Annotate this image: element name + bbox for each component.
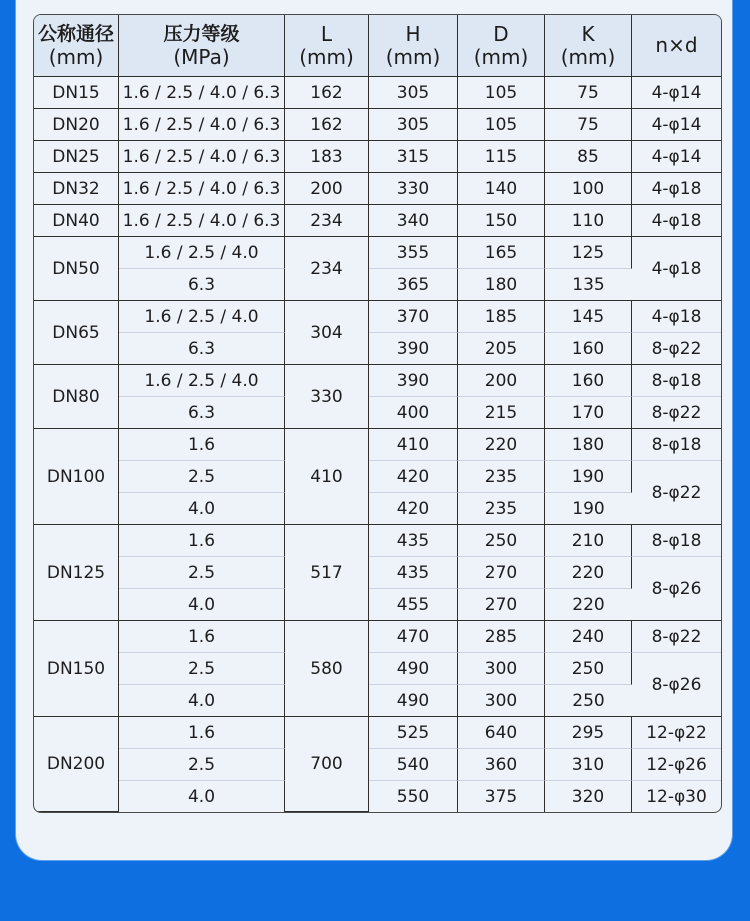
spec-table <box>33 14 722 813</box>
cell-d: 270 <box>458 589 545 621</box>
cell-pressure: 1.6 <box>119 621 285 653</box>
cell-bolt-holes: 8-φ22 <box>632 333 721 365</box>
cell-d: 205 <box>458 333 545 365</box>
cell-h: 400 <box>369 397 458 429</box>
cell-k: 190 <box>545 493 632 525</box>
cell-h: 370 <box>369 301 458 333</box>
cell-h: 420 <box>369 461 458 493</box>
cell-h: 365 <box>369 269 458 301</box>
cell-d: 250 <box>458 525 545 557</box>
table-row <box>34 205 721 237</box>
cell-pressure: 6.3 <box>119 269 285 301</box>
header-k: K (mm) <box>545 15 632 77</box>
cell-h: 410 <box>369 429 458 461</box>
cell-bolt-holes: 4-φ18 <box>632 173 721 205</box>
cell-h: 305 <box>369 109 458 141</box>
table-row <box>34 173 721 205</box>
cell-nominal-diameter: DN50 <box>34 237 119 301</box>
cell-pressure: 6.3 <box>119 397 285 429</box>
table-row <box>34 589 721 621</box>
cell-k: 250 <box>545 653 632 685</box>
cell-bolt-holes: 4-φ14 <box>632 109 721 141</box>
cell-k: 135 <box>545 269 632 301</box>
cell-d: 180 <box>458 269 545 301</box>
table-row <box>34 557 721 589</box>
table-row <box>34 77 721 109</box>
cell-k: 100 <box>545 173 632 205</box>
table-row <box>34 749 721 781</box>
cell-k: 220 <box>545 557 632 589</box>
table-row <box>34 333 721 365</box>
cell-h: 390 <box>369 333 458 365</box>
cell-bolt-holes: 12-φ22 <box>632 717 721 749</box>
cell-l: 700 <box>285 717 369 812</box>
cell-l: 200 <box>285 173 369 205</box>
cell-pressure: 2.5 <box>119 749 285 781</box>
cell-d: 640 <box>458 717 545 749</box>
cell-nominal-diameter: DN25 <box>34 141 119 173</box>
cell-d: 270 <box>458 557 545 589</box>
cell-pressure: 4.0 <box>119 493 285 525</box>
cell-d: 300 <box>458 685 545 717</box>
cell-bolt-holes: 8-φ22 <box>632 621 721 653</box>
cell-k: 75 <box>545 77 632 109</box>
cell-k: 210 <box>545 525 632 557</box>
cell-pressure: 1.6 / 2.5 / 4.0 / 6.3 <box>119 173 285 205</box>
cell-k: 125 <box>545 237 632 269</box>
cell-d: 235 <box>458 461 545 493</box>
cell-k: 190 <box>545 461 632 493</box>
header-row <box>34 15 721 77</box>
cell-pressure: 4.0 <box>119 685 285 717</box>
cell-h: 340 <box>369 205 458 237</box>
cell-h: 550 <box>369 781 458 812</box>
header-l: L (mm) <box>285 15 369 77</box>
cell-k: 85 <box>545 141 632 173</box>
table-row <box>34 781 721 812</box>
cell-bolt-holes: 8-φ26 <box>632 557 721 621</box>
cell-bolt-holes: 8-φ18 <box>632 365 721 397</box>
cell-d: 105 <box>458 77 545 109</box>
header-bolt-holes: n×d <box>632 15 721 77</box>
cell-pressure: 2.5 <box>119 653 285 685</box>
cell-pressure: 4.0 <box>119 589 285 621</box>
table-row <box>34 621 721 653</box>
header-h: H (mm) <box>369 15 458 77</box>
cell-h: 355 <box>369 237 458 269</box>
cell-bolt-holes: 8-φ18 <box>632 525 721 557</box>
cell-pressure: 2.5 <box>119 557 285 589</box>
cell-d: 150 <box>458 205 545 237</box>
cell-pressure: 1.6 <box>119 525 285 557</box>
cell-pressure: 1.6 <box>119 717 285 749</box>
cell-pressure: 1.6 / 2.5 / 4.0 <box>119 301 285 333</box>
table-row <box>34 109 721 141</box>
cell-nominal-diameter: DN200 <box>34 717 119 812</box>
cell-h: 540 <box>369 749 458 781</box>
cell-k: 250 <box>545 685 632 717</box>
cell-k: 110 <box>545 205 632 237</box>
cell-pressure: 1.6 / 2.5 / 4.0 / 6.3 <box>119 109 285 141</box>
cell-l: 234 <box>285 237 369 301</box>
header-nominal-diameter: 公称通径 (mm) <box>34 15 119 77</box>
cell-pressure: 1.6 / 2.5 / 4.0 <box>119 237 285 269</box>
cell-d: 200 <box>458 365 545 397</box>
cell-d: 285 <box>458 621 545 653</box>
cell-h: 435 <box>369 557 458 589</box>
cell-pressure: 2.5 <box>119 461 285 493</box>
cell-d: 115 <box>458 141 545 173</box>
cell-nominal-diameter: DN125 <box>34 525 119 621</box>
table-row <box>34 269 721 301</box>
cell-pressure: 1.6 <box>119 429 285 461</box>
table-header <box>34 15 721 77</box>
cell-l: 234 <box>285 205 369 237</box>
cell-k: 160 <box>545 333 632 365</box>
cell-h: 315 <box>369 141 458 173</box>
cell-d: 105 <box>458 109 545 141</box>
cell-bolt-holes: 4-φ14 <box>632 141 721 173</box>
cell-k: 220 <box>545 589 632 621</box>
table-row <box>34 365 721 397</box>
cell-h: 490 <box>369 653 458 685</box>
cell-k: 75 <box>545 109 632 141</box>
cell-k: 160 <box>545 365 632 397</box>
cell-nominal-diameter: DN15 <box>34 77 119 109</box>
cell-h: 470 <box>369 621 458 653</box>
cell-d: 235 <box>458 493 545 525</box>
cell-k: 180 <box>545 429 632 461</box>
cell-d: 360 <box>458 749 545 781</box>
table-row <box>34 237 721 269</box>
table-row <box>34 653 721 685</box>
cell-h: 435 <box>369 525 458 557</box>
cell-d: 140 <box>458 173 545 205</box>
cell-k: 145 <box>545 301 632 333</box>
cell-k: 320 <box>545 781 632 812</box>
cell-bolt-holes: 4-φ18 <box>632 301 721 333</box>
cell-h: 490 <box>369 685 458 717</box>
table-row <box>34 397 721 429</box>
cell-d: 185 <box>458 301 545 333</box>
cell-bolt-holes: 4-φ18 <box>632 237 721 301</box>
cell-h: 525 <box>369 717 458 749</box>
table-body <box>34 77 721 812</box>
cell-k: 310 <box>545 749 632 781</box>
cell-k: 170 <box>545 397 632 429</box>
cell-nominal-diameter: DN20 <box>34 109 119 141</box>
table-row <box>34 493 721 525</box>
cell-l: 162 <box>285 77 369 109</box>
cell-d: 165 <box>458 237 545 269</box>
cell-l: 517 <box>285 525 369 621</box>
table-row <box>34 301 721 333</box>
header-pressure-rating: 压力等级 (MPa) <box>119 15 285 77</box>
cell-pressure: 1.6 / 2.5 / 4.0 / 6.3 <box>119 141 285 173</box>
cell-l: 162 <box>285 109 369 141</box>
cell-nominal-diameter: DN65 <box>34 301 119 365</box>
cell-bolt-holes: 8-φ26 <box>632 653 721 717</box>
cell-bolt-holes: 8-φ22 <box>632 397 721 429</box>
cell-d: 300 <box>458 653 545 685</box>
cell-d: 375 <box>458 781 545 812</box>
table-row <box>34 461 721 493</box>
cell-nominal-diameter: DN40 <box>34 205 119 237</box>
cell-h: 455 <box>369 589 458 621</box>
cell-nominal-diameter: DN100 <box>34 429 119 525</box>
cell-bolt-holes: 8-φ22 <box>632 461 721 525</box>
cell-h: 305 <box>369 77 458 109</box>
cell-h: 390 <box>369 365 458 397</box>
cell-bolt-holes: 12-φ30 <box>646 786 707 807</box>
table-row <box>34 525 721 557</box>
table-row <box>34 141 721 173</box>
table-row <box>34 429 721 461</box>
cell-bolt-holes: 4-φ18 <box>632 205 721 237</box>
cell-pressure: 1.6 / 2.5 / 4.0 / 6.3 <box>119 205 285 237</box>
header-d: D (mm) <box>458 15 545 77</box>
cell-d: 215 <box>458 397 545 429</box>
cell-d: 220 <box>458 429 545 461</box>
cell-l: 304 <box>285 301 369 365</box>
cell-bolt-holes: 8-φ18 <box>632 429 721 461</box>
table-row <box>34 717 721 749</box>
cell-nominal-diameter: DN80 <box>34 365 119 429</box>
cell-bolt-holes: 4-φ14 <box>632 77 721 109</box>
cell-k: 295 <box>545 717 632 749</box>
cell-pressure: 1.6 / 2.5 / 4.0 / 6.3 <box>119 77 285 109</box>
cell-pressure: 4.0 <box>119 781 285 812</box>
cell-l: 183 <box>285 141 369 173</box>
cell-k: 240 <box>545 621 632 653</box>
cell-l: 410 <box>285 429 369 525</box>
cell-bolt-holes: 12-φ26 <box>632 749 721 781</box>
cell-pressure: 6.3 <box>119 333 285 365</box>
table-row <box>34 685 721 717</box>
cell-h: 420 <box>369 493 458 525</box>
cell-pressure: 1.6 / 2.5 / 4.0 <box>119 365 285 397</box>
cell-h: 330 <box>369 173 458 205</box>
cell-l: 580 <box>285 621 369 717</box>
cell-nominal-diameter: DN150 <box>34 621 119 717</box>
cell-nominal-diameter: DN32 <box>34 173 119 205</box>
cell-l: 330 <box>285 365 369 429</box>
